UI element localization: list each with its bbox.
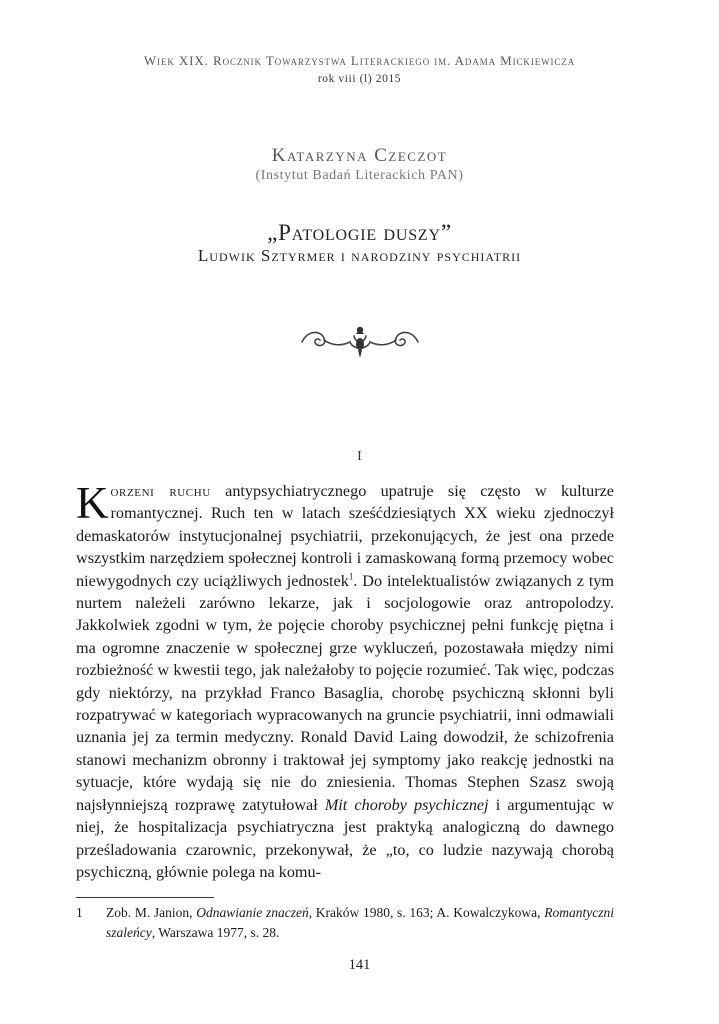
- footnote-divider: [76, 897, 214, 898]
- article-title: „Patologie duszy”: [267, 220, 452, 245]
- lead-in: orzeni ruchu: [110, 482, 211, 500]
- body-text-2: . Do intelektualistów związanych z tym nurtem należeli zarówno lekarze, jak i socjologowie oraz antropolodzy. Jakkolwiek zgodni w tym, że pojęcie choroby psychicznej pełni funkcję piętna i ma ogromne znaczenie w społecznej grze wykluczeń, pozostawała między nimi rozbieżność w kwestii tego, jak należałoby to pojęcie rozumieć. Tak więc, podczas gdy niektórzy, na przykład Franco Basaglia, chorobę psychiczną skłonni byli rozpatrywać w kategoriach wypracowanych na gruncie psychiatrii, inni odmawiali uznania jej za termin medyczny. Ronald David Laing dowodził, że schizofrenia stanowi mechanizm obronny i traktował jej symptomy jako reakcję jednostki na sytuacje, które wydają się nie do zniesienia. Thomas Stephen Szasz swoją najsłynniejszą rozprawę zatytułował: [76, 571, 614, 814]
- footnote-text-c: , Warszawa 1977, s. 28.: [151, 924, 280, 940]
- journal-title: Wiek XIX. Rocznik Towarzystwa Literackiego im. Adama Mickiewicza: [143, 53, 576, 68]
- journal-volume: rok viii (l) 2015: [317, 73, 402, 85]
- footnote-text-b: , Kraków 1980, s. 163; A. Kowalczykowa,: [308, 905, 545, 920]
- article-author: Katarzyna Czeczot: [271, 145, 448, 166]
- author-affiliation: (Instytut Badań Literackich PAN): [255, 168, 464, 183]
- footnote-number: 1: [76, 905, 83, 920]
- footnote-title-a: Odnawianie znaczeń: [196, 905, 309, 920]
- footnote-text-a: Zob. M. Janion,: [106, 905, 197, 920]
- fleuron-ornament-icon: [298, 322, 422, 360]
- body-text-1: antypsychiatrycznego upatruje się często w kulturze romantycznej. Ruch ten w latach sześćdziesiątych XX wieku zjednoczył demaskatorów instytucjonalnej psychiatrii, przekonujących, że jest ona przede wszystkim narzędziem społecznej kontroli i zamaskowaną formą przemocy wobec niewygodnych czy uciążliwych jednostek: [76, 482, 614, 590]
- article-subtitle: Ludwik Sztyrmer i narodziny psychiatrii: [197, 246, 522, 265]
- footnote: [76, 903, 614, 942]
- body-paragraph: [76, 480, 614, 883]
- section-number: I: [357, 449, 362, 464]
- cited-book-title: Mit choroby psychicznej: [324, 795, 489, 814]
- footnote-reference[interactable]: 1: [348, 571, 354, 582]
- drop-cap: K: [76, 478, 109, 528]
- page-number: 141: [348, 957, 371, 973]
- footnote-text: [106, 903, 614, 942]
- footnote-title-b: Romantyczni szaleńcy: [106, 905, 614, 940]
- body-text-3: i argumentując w niej, że hospitalizacja psychiatryczna jest praktyką analogiczną do dawnego prześladowania czarownic, przekonywał, że „to, co ludzie nazywają chorobą psychiczną, głównie polega na komu-: [76, 795, 614, 881]
